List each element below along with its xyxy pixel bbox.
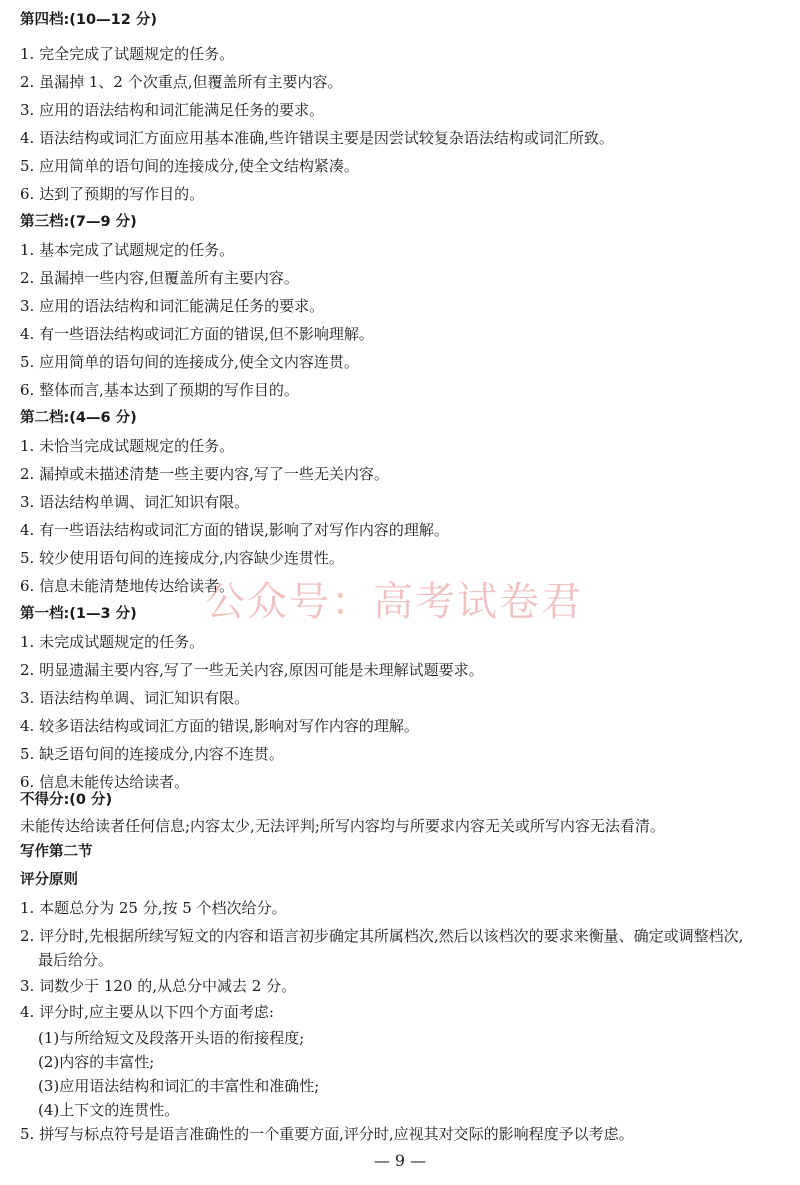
tier3-item-1: 1. 基本完成了试题规定的任务。 [20, 241, 235, 259]
part2-subitem-1: (1)与所给短文及段落开头语的衔接程度; [38, 1029, 305, 1047]
tier3-heading: 第三档:(7—9 分) [20, 214, 137, 230]
part2-subitem-2: (2)内容的丰富性; [38, 1053, 155, 1071]
tier1-item-2: 2. 明显遗漏主要内容,写了一些无关内容,原因可能是未理解试题要求。 [20, 661, 484, 679]
part2-item-2-cont: 最后给分。 [38, 951, 114, 969]
tier4-item-3: 3. 应用的语法结构和词汇能满足任务的要求。 [20, 101, 325, 119]
tier4-heading: 第四档:(10—12 分) [20, 12, 157, 28]
tier3-item-2: 2. 虽漏掉一些内容,但覆盖所有主要内容。 [20, 269, 299, 287]
tier4-item-6: 6. 达到了预期的写作目的。 [20, 185, 205, 203]
watermark-text: 公众号：高考试卷君 [205, 579, 583, 625]
tier2-item-1: 1. 未恰当完成试题规定的任务。 [20, 437, 235, 455]
tier4-item-2: 2. 虽漏掉 1、2 个次重点,但覆盖所有主要内容。 [20, 73, 343, 91]
tier1-item-6: 6. 信息未能传达给读者。 [20, 773, 190, 791]
page-number: — 9 — [373, 1151, 427, 1170]
tier2-item-4: 4. 有一些语法结构或词汇方面的错误,影响了对写作内容的理解。 [20, 521, 449, 539]
tier2-item-3: 3. 语法结构单调、词汇知识有限。 [20, 493, 250, 511]
tier4-item-1: 1. 完全完成了试题规定的任务。 [20, 45, 235, 63]
tier4-item-5: 5. 应用简单的语句间的连接成分,使全文结构紧凑。 [20, 157, 359, 175]
tier2-heading: 第二档:(4—6 分) [20, 410, 137, 426]
tier1-item-5: 5. 缺乏语句间的连接成分,内容不连贯。 [20, 745, 284, 763]
part2-item-5: 5. 拼写与标点符号是语言准确性的一个重要方面,评分时,应视其对交际的影响程度予以考虑。 [20, 1125, 634, 1143]
part2-subitem-4: (4)上下文的连贯性。 [38, 1101, 180, 1119]
tier1-heading: 第一档:(1—3 分) [20, 606, 137, 622]
tier2-item-5: 5. 较少使用语句间的连接成分,内容缺少连贯性。 [20, 549, 344, 567]
tier2-item-6: 6. 信息未能清楚地传达给读者。 [20, 577, 235, 595]
tier3-item-6: 6. 整体而言,基本达到了预期的写作目的。 [20, 381, 299, 399]
tier1-item-4: 4. 较多语法结构或词汇方面的错误,影响对写作内容的理解。 [20, 717, 419, 735]
tier0-heading: 不得分:(0 分) [20, 792, 113, 808]
tier2-item-2: 2. 漏掉或未描述清楚一些主要内容,写了一些无关内容。 [20, 465, 389, 483]
part2-subheading: 评分原则 [20, 872, 78, 888]
part2-subitem-3: (3)应用语法结构和词汇的丰富性和准确性; [38, 1077, 320, 1095]
part2-item-2: 2. 评分时,先根据所续写短文的内容和语言初步确定其所属档次,然后以该档次的要求来衡量、确定或调整档次, [20, 927, 744, 945]
tier1-item-3: 3. 语法结构单调、词汇知识有限。 [20, 689, 250, 707]
part2-heading: 写作第二节 [20, 844, 93, 860]
tier3-item-3: 3. 应用的语法结构和词汇能满足任务的要求。 [20, 297, 325, 315]
tier3-item-5: 5. 应用简单的语句间的连接成分,使全文内容连贯。 [20, 353, 359, 371]
part2-item-1: 1. 本题总分为 25 分,按 5 个档次给分。 [20, 899, 287, 917]
part2-item-4: 4. 评分时,应主要从以下四个方面考虑: [20, 1003, 274, 1021]
tier0-text: 未能传达给读者任何信息;内容太少,无法评判;所写内容均与所要求内容无关或所写内容无法看清。 [20, 817, 665, 835]
part2-item-3: 3. 词数少于 120 的,从总分中减去 2 分。 [20, 977, 297, 995]
tier4-item-4: 4. 语法结构或词汇方面应用基本准确,些许错误主要是因尝试较复杂语法结构或词汇所致。 [20, 129, 614, 147]
tier1-item-1: 1. 未完成试题规定的任务。 [20, 633, 205, 651]
tier3-item-4: 4. 有一些语法结构或词汇方面的错误,但不影响理解。 [20, 325, 374, 343]
